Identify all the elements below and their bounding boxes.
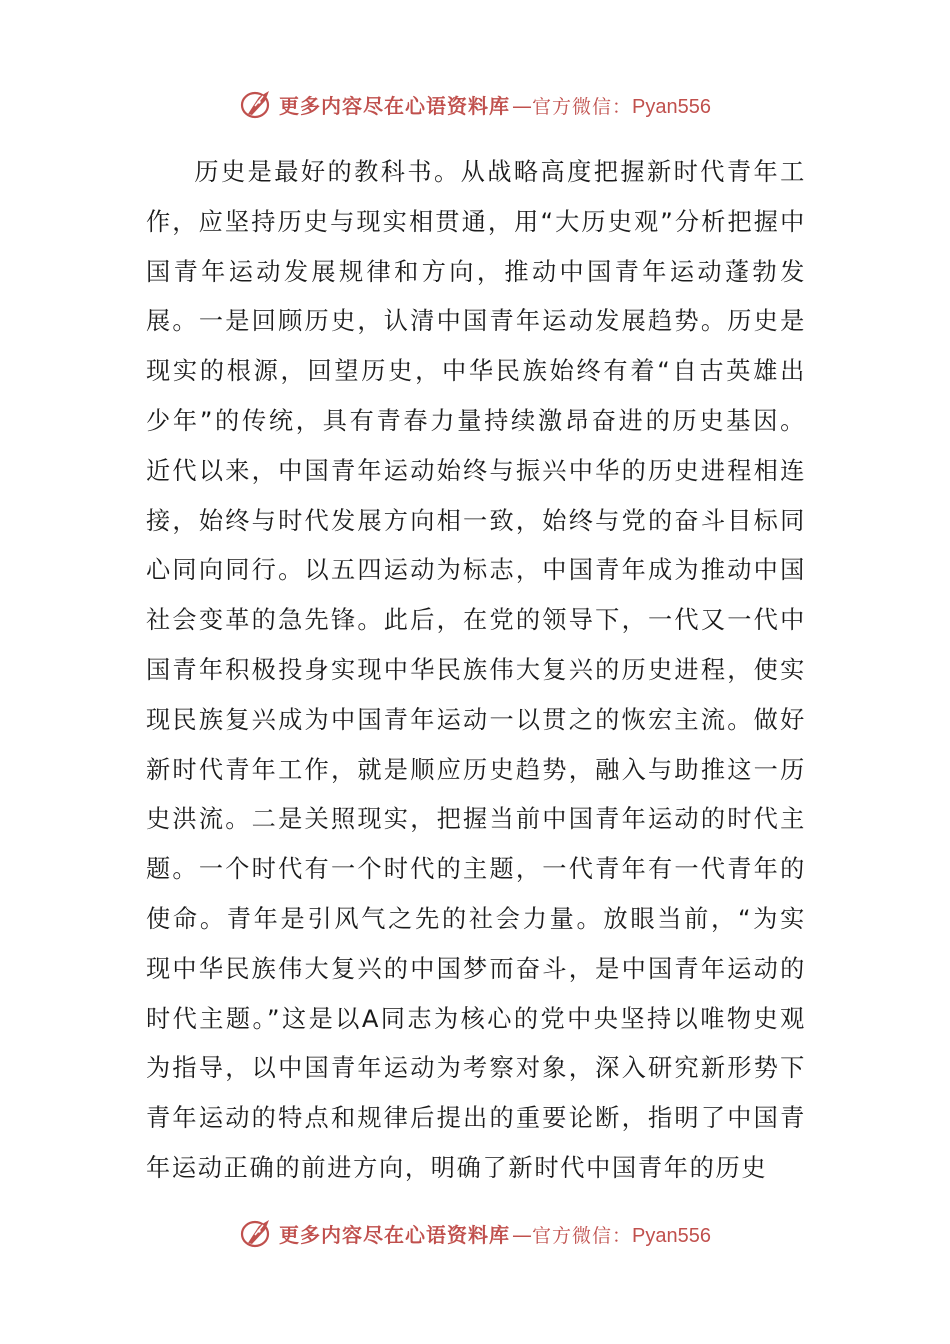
banner-official-label: 官方微信： xyxy=(532,95,633,118)
footer-banner xyxy=(0,1213,950,1253)
banner-site-text: 更多内容尽在心语资料库 xyxy=(279,93,510,118)
banner-official-label: 官方微信： xyxy=(532,1224,633,1247)
banner-wechat-handle: Pyan556 xyxy=(632,1224,711,1247)
banner-dash: — xyxy=(512,1222,530,1247)
pen-nib-logo-icon xyxy=(239,1216,275,1250)
banner-site-text: 更多内容尽在心语资料库 xyxy=(279,1222,510,1247)
body-paragraph: 历史是最好的教科书。从战略高度把握新时代青年工作，应坚持历史与现实相贯通，用“大历史观”分析把握中国青年运动发展规律和方向，推动中国青年运动蓬勃发展。一是回顾历史，认清中国青年运动发展趋势。历史是现实的根源，回望历史，中华民族始终有着“自古英雄出少年”的传统，具有青春力量持续激昂奋进的历史基因。近代以来，中国青年运动始终与振兴中华的历史进程相连接，始终与时代发展方向相一致，始终与党的奋斗目标同心同向同行。以五四运动为标志，中国青年成为推动中国社会变革的急先锋。此后，在党的领导下，一代又一代中国青年积极投身实现中华民族伟大复兴的历史进程，使实现民族复兴成为中国青年运动一以贯之的恢宏主流。做好新时代青年工作，就是顺应历史趋势，融入与助推这一历史洪流。二是关照现实，把握当前中国青年运动的时代主题。一个时代有一个时代的主题，一代青年有一代青年的使命。青年是引风气之先的社会力量。放眼当前，“为实现中华民族伟大复兴的中国梦而奋斗，是中国青年运动的时代主题。”这是以A同志为核心的党中央坚持以唯物史观为指导，以中国青年运动为考察对象，深入研究新形势下青年运动的特点和规律后提出的重要论断，指明了中国青年运动正确的前进方向，明确了新时代中国青年的历史 xyxy=(146,158,806,1182)
banner-dash: — xyxy=(512,93,530,118)
pen-nib-logo-icon xyxy=(239,87,275,121)
header-banner xyxy=(0,84,950,124)
banner-wechat-handle: Pyan556 xyxy=(632,95,711,118)
